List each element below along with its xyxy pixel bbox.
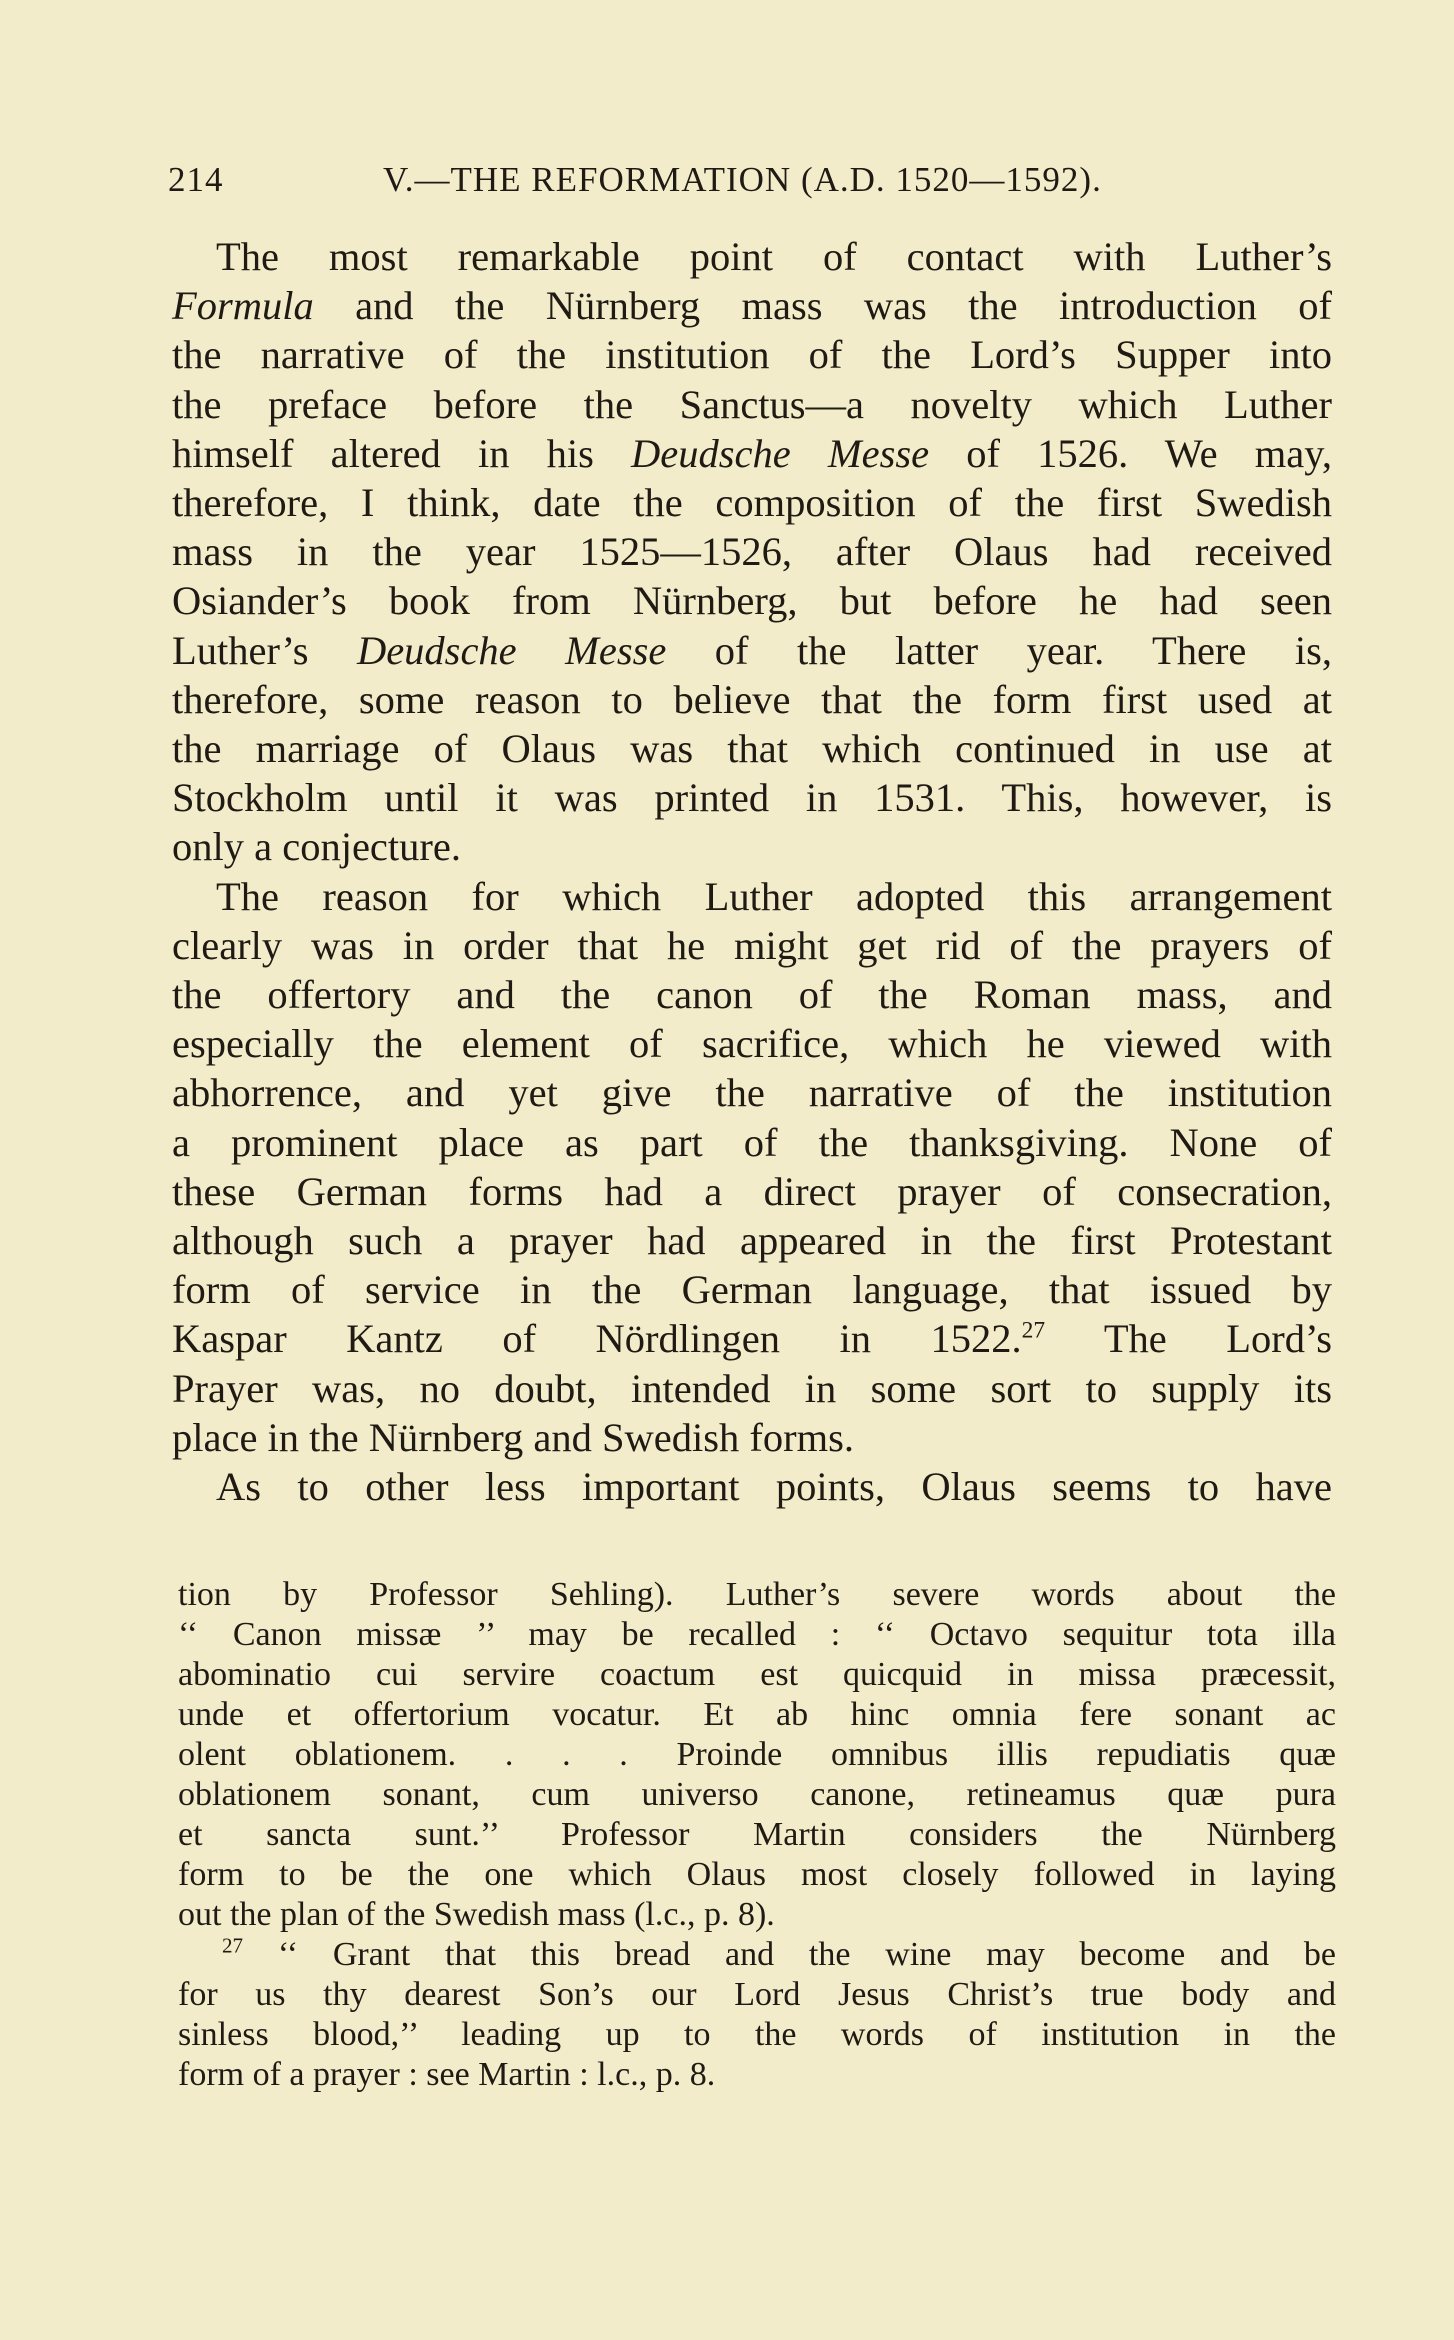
text-line: the offertory and the canon of the Roman mass, and — [172, 972, 1332, 1018]
footnote-line: form to be the one which Olaus most closely followed in laying — [178, 1856, 1336, 1893]
text-line: Luther’s Deudsche Messe of the latter year. There is, — [172, 627, 1332, 673]
footnote-line: abominatio cui servire coactum est quicquid in missa præcessit, — [178, 1656, 1336, 1693]
text-line: Stockholm until it was printed in 1531. This, however, is — [172, 775, 1332, 821]
footnote-line: et sancta sunt.’’ Professor Martin considers the Nürnberg — [178, 1816, 1336, 1853]
text-line: The reason for which Luther adopted this arrangement — [216, 873, 1332, 919]
text-line: a prominent place as part of the thanksgiving. None of — [172, 1119, 1332, 1165]
text-line: form of service in the German language, that issued by — [172, 1267, 1332, 1313]
text-line: Kaspar Kantz of Nördlingen in 1522.27 The Lord’s — [172, 1316, 1332, 1362]
italic-title: Formula — [172, 283, 314, 329]
running-title: V.—THE REFORMATION (A.D. 1520—1592). — [383, 160, 1102, 199]
italic-title: Deudsche Messe — [631, 430, 930, 476]
text-line: the preface before the Sanctus—a novelty which Luther — [172, 381, 1332, 427]
page-number: 214 — [168, 160, 224, 199]
italic-title: Deudsche Messe — [356, 627, 667, 673]
running-head — [168, 160, 1338, 210]
text-line: mass in the year 1525—1526, after Olaus had received — [172, 529, 1332, 575]
text-line: place in the Nürnberg and Swedish forms. — [172, 1414, 854, 1460]
footnote-line: ‘‘ Canon missæ ’’ may be recalled : ‘‘ Octavo sequitur tota illa — [178, 1616, 1336, 1653]
text-line: these German forms had a direct prayer of consecration, — [172, 1168, 1332, 1214]
footnote-reference: 27 — [1021, 1317, 1046, 1344]
text-line: the narrative of the institution of the Lord’s Supper into — [172, 332, 1332, 378]
text-line: himself altered in his Deudsche Messe of 1526. We may, — [172, 430, 1333, 476]
footnote-line: oblationem sonant, cum universo canone, retineamus quæ pura — [178, 1776, 1336, 1813]
footnote-line: unde et offertorium vocatur. Et ab hinc omnia fere sonant ac — [178, 1696, 1336, 1733]
main-text — [172, 232, 1332, 1511]
footnote-line: sinless blood,’’ leading up to the words of institution in the — [178, 2016, 1336, 2053]
footnote-line: $^{27}$ ‘‘ Grant that this bread and the wine may become and be — [222, 1933, 1337, 1973]
footnote-number: 27 — [222, 1933, 244, 1958]
footnotes — [178, 1575, 1336, 2095]
footnote-line: tion by Professor Sehling). Luther’s severe words about the — [178, 1576, 1336, 1613]
footnote-line: form of a prayer : see Martin : l.c., p. 8. — [178, 2056, 716, 2093]
text-line: therefore, I think, date the composition of the first Swedish — [172, 480, 1332, 526]
text-line: although such a prayer had appeared in the first Protestant — [172, 1218, 1332, 1264]
text-line: especially the element of sacrifice, which he viewed with — [172, 1021, 1332, 1067]
text-line: clearly was in order that he might get rid of the prayers of — [172, 922, 1332, 968]
footnote-line: for us thy dearest Son’s our Lord Jesus Christ’s true body and — [178, 1976, 1336, 2013]
footnote-line: olent oblationem. . . . Proinde omnibus illis repudiatis quæ — [178, 1736, 1336, 1773]
text-line: Osiander’s book from Nürnberg, but before he had seen — [172, 578, 1332, 624]
text-line: The most remarkable point of contact with Luther’s — [216, 234, 1332, 279]
text-line: As to other less important points, Olaus seems to have — [216, 1464, 1332, 1510]
text-line: the marriage of Olaus was that which continued in use at — [172, 726, 1332, 772]
text-line: therefore, some reason to believe that the form first used at — [172, 676, 1332, 722]
text-line: Prayer was, no doubt, intended in some sort to supply its — [172, 1365, 1332, 1411]
footnote-line: out the plan of the Swedish mass (l.c., p. 8). — [178, 1896, 775, 1933]
text-line: only a conjecture. — [172, 824, 461, 870]
text-line: Formula and the Nürnberg mass was the introduction of — [172, 283, 1332, 329]
text-line: abhorrence, and yet give the narrative of the institution — [172, 1070, 1332, 1116]
